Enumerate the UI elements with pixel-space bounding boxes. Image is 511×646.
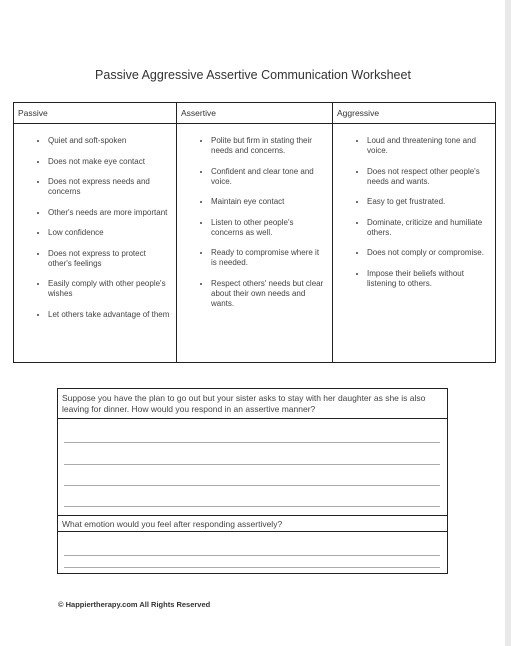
aggressive-list: [333, 124, 495, 289]
question-1: [58, 389, 447, 419]
list-item: • Polite but firm in stating their needs and concerns.: [211, 136, 326, 156]
answer-line[interactable]: [64, 555, 440, 556]
answer-line[interactable]: [64, 506, 440, 507]
aggressive-header: Aggressive: [333, 103, 496, 124]
list-item: • Ready to compromise where it is needed.: [211, 248, 326, 268]
question-2: [58, 515, 447, 532]
answer-line[interactable]: [64, 464, 440, 465]
aggressive-cell: [333, 124, 496, 363]
list-item: • Does not respect other people's needs and wants.: [367, 167, 489, 187]
assertive-list: [177, 124, 332, 309]
assertive-cell: [177, 124, 333, 363]
list-item: • Loud and threatening tone and voice.: [367, 136, 489, 156]
table-header-row: [14, 103, 496, 124]
list-item: • Does not express to protect other's feelings: [48, 249, 170, 269]
answer-line[interactable]: [64, 442, 440, 443]
passive-list: [14, 124, 176, 320]
assertive-header: Assertive: [177, 103, 333, 124]
passive-cell: [14, 124, 177, 363]
list-item: • Does not express needs and concerns: [48, 177, 170, 197]
list-item: • Low confidence: [48, 228, 170, 238]
list-item: • Impose their beliefs without listening to others.: [367, 269, 489, 289]
answer-line[interactable]: [64, 485, 440, 486]
communication-table: [13, 102, 496, 363]
worksheet-title: Passive Aggressive Assertive Communication Worksheet: [95, 68, 411, 82]
question-2-text: What emotion would you feel after responding assertively?: [62, 519, 283, 529]
list-item: • Other's needs are more important: [48, 208, 170, 218]
list-item: • Dominate, criticize and humiliate others.: [367, 218, 489, 238]
list-item: • Does not make eye contact: [48, 157, 170, 167]
question-1-text: Suppose you have the plan to go out but your sister asks to stay with her daughter as she is also leaving for dinner. How would you respond in an assertive manner?: [62, 393, 426, 414]
list-item: • Easily comply with other people's wishes: [48, 279, 170, 299]
question-box: [57, 388, 448, 574]
list-item: • Easy to get frustrated.: [367, 197, 489, 207]
list-item: • Does not comply or compromise.: [367, 248, 489, 258]
list-item: • Quiet and soft-spoken: [48, 136, 170, 146]
list-item: • Listen to other people's concerns as well.: [211, 218, 326, 238]
table-body-row: [14, 124, 496, 363]
answer-line[interactable]: [64, 567, 440, 568]
page-edge: [505, 0, 511, 646]
list-item: • Respect others' needs but clear about their own needs and wants.: [211, 279, 326, 309]
list-item: • Confident and clear tone and voice.: [211, 167, 326, 187]
passive-header: Passive: [14, 103, 177, 124]
copyright-footer: © Happiertherapy.com All Rights Reserved: [58, 600, 211, 609]
list-item: • Maintain eye contact: [211, 197, 326, 207]
list-item: • Let others take advantage of them: [48, 310, 170, 320]
